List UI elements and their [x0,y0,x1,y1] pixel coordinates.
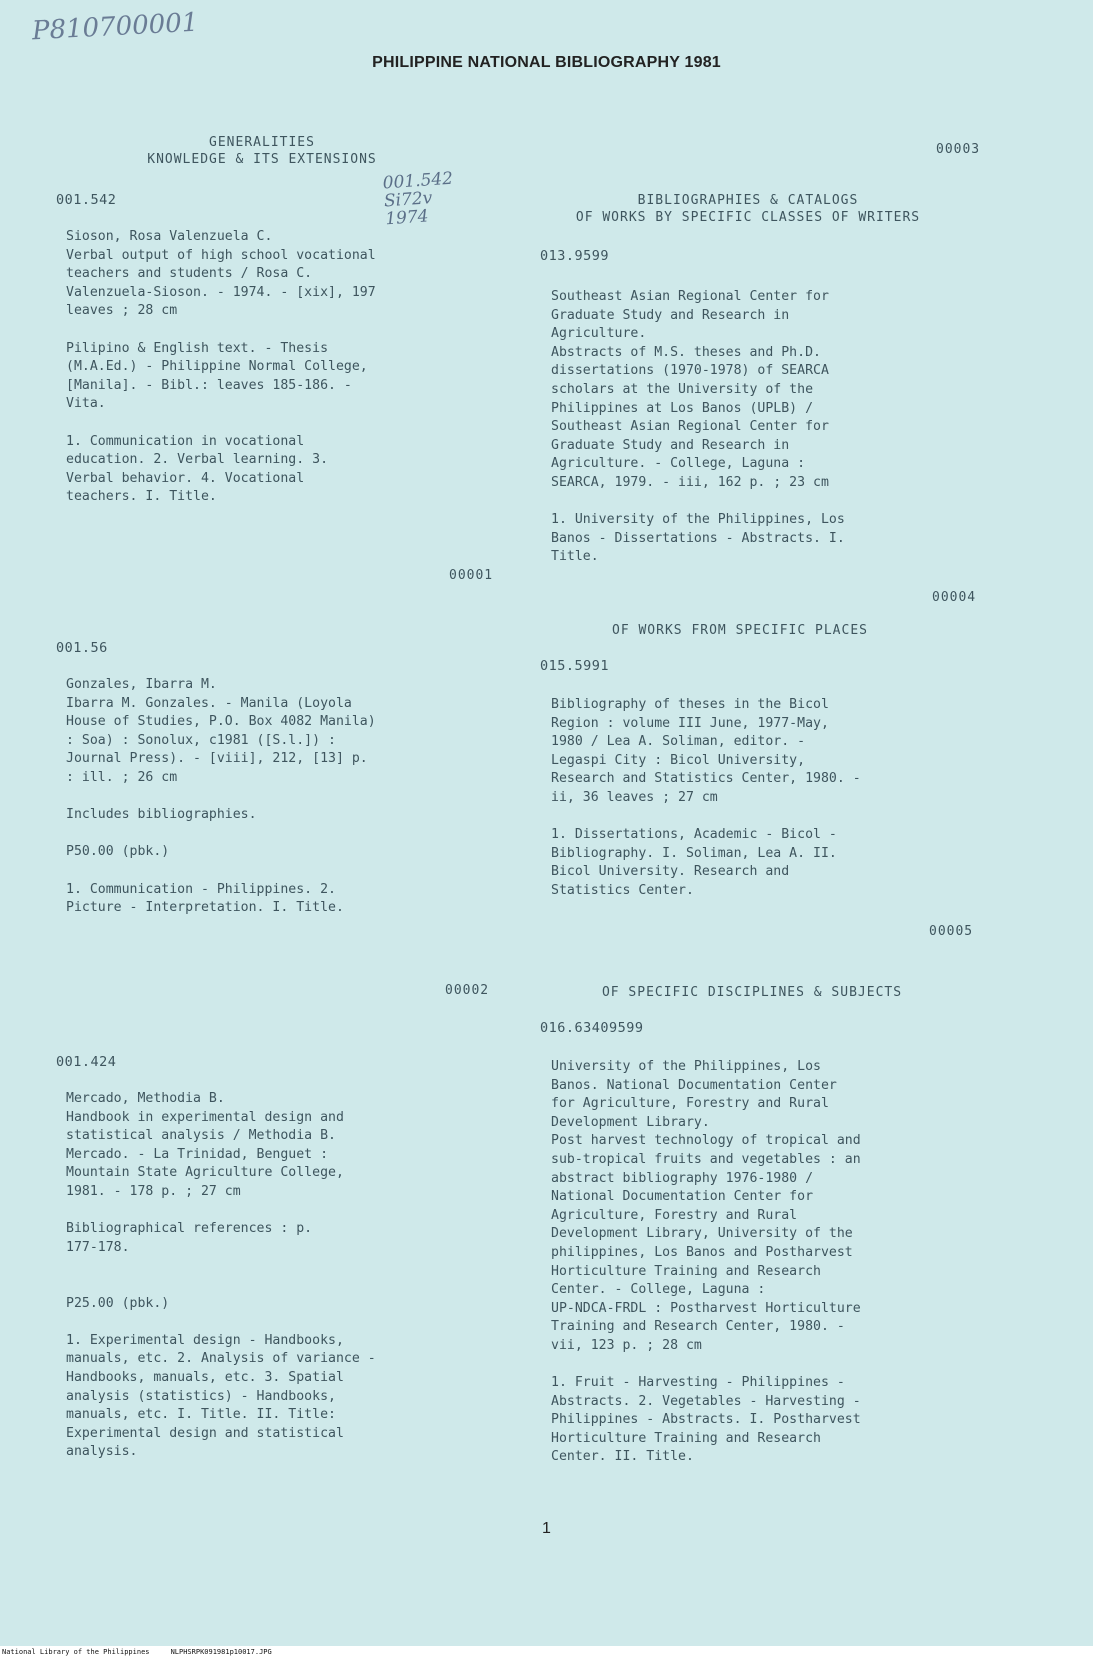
catalog-entry-body: Sioson, Rosa Valenzuela C. Verbal output of high school vocational teachers and students / Rosa C. Valenzuela-Sioson. - 1974. - [xix], 197 leaves ; 28 cm Pilipino & English text. - Thesis (M.A.Ed.) - Philippine Normal College, [Manila]. - Bibl.: leaves 185-186. - Vita. 1. Communication in vocational education. 2. Verbal learning. 3. Verbal behavior. 4. Vocational teachers. I. Title. [66,229,376,505]
catalog-entry-body: Bibliography of theses in the Bicol Region : volume III June, 1977-May, 1980 / Lea A. Soliman, editor. - Legaspi City : Bicol University, Research and Statistics Center, 1980. - ii, 36 leaves ; 27 cm 1. Dissertations, Academic - Bicol - Bibliography. I. Soliman, Lea A. II. Bicol University. Research and Statistics Center. [551,697,861,898]
section-heading: GENERALITIES KNOWLEDGE & ITS EXTENSIONS [147,135,377,167]
entry-number: 00004 [932,590,977,605]
class-number: 001.424 [56,1054,117,1070]
handwritten-call-number: 001.542 Si72v 1974 [382,168,454,230]
entry-number: 00003 [936,142,981,157]
section-heading: OF SPECIFIC DISCIPLINES & SUBJECTS [601,985,903,1000]
page-title: PHILIPPINE NATIONAL BIBLIOGRAPHY 1981 [372,54,721,71]
catalog-entry-body: Gonzales, Ibarra M. Ibarra M. Gonzales. - Manila (Loyola House of Studies, P.O. Box 4082 Manila) : Soa) : Sonolux, c1981 ([S.l.]) : Journal Press). - [viii], 212, [13] p. : ill. ; 26 cm Includes bibliographies. P50.00 (pbk.) 1. Communication - Philippines. 2. Picture - Interpretation. I. Title. [66,677,376,916]
class-number: 015.5991 [540,658,610,674]
section-heading: OF WORKS FROM SPECIFIC PLACES [612,623,868,638]
entry-number: 00001 [449,568,494,583]
entry-number: 00002 [445,983,490,998]
catalog-entry-body: Mercado, Methodia B. Handbook in experimental design and statistical analysis / Methodia B. Mercado. - La Trinidad, Benguet : Mountain State Agriculture College, 1981. - 178 p. ; 27 cm Bibliographical references : p. 177-178. P25.00 (pbk.) 1. Experimental design - Handbooks, manuals, etc. 2. Analysis of variance - Handbooks, manuals, etc. 3. Spatial analysis (statistics) - Handbooks, manuals, etc. I. Title. II. Title: Experimental design and statistical analysis. [66,1091,376,1460]
handwritten-accession-note: P810700001 [31,7,200,47]
class-number: 016.63409599 [540,1020,644,1036]
class-number: 001.542 [56,192,117,208]
entry-number: 00005 [929,924,974,939]
section-heading: BIBLIOGRAPHIES & CATALOGS OF WORKS BY SPECIFIC CLASSES OF WRITERS [575,193,921,225]
scan-footer: National Library of the Philippines NLPHSRPK091981p10017.JPG [0,1646,1093,1658]
class-number: 001.56 [56,640,108,656]
catalog-entry-body: University of the Philippines, Los Banos. National Documentation Center for Agriculture, Forestry and Rural Development Library. Post harvest technology of tropical and sub-tropical fruits and vegetables : an abstract bibliography 1976-1980 / National Documentation Center for Agriculture, Forestry and Rural Development Library, University of the philippines, Los Banos and Postharvest Horticulture Training and Research Center. - College, Laguna : UP-NDCA-FRDL : Postharvest Horticulture Training and Research Center, 1980. - vii, 123 p. ; 28 cm 1. Fruit - Harvesting - Philippines - Abstracts. 2. Vegetables - Harvesting - Philippines - Abstracts. I. Postharvest Horticulture Training and Research Center. II. Title. [551,1059,861,1465]
class-number: 013.9599 [540,248,610,264]
catalog-entry-body: Southeast Asian Regional Center for Graduate Study and Research in Agriculture. Abstracts of M.S. theses and Ph.D. dissertations (1970-1978) of SEARCA scholars at the University of the Philippines at Los Banos (UPLB) / Southeast Asian Regional Center for Graduate Study and Research in Agriculture. - College, Laguna : SEARCA, 1979. - iii, 162 p. ; 23 cm 1. University of the Philippines, Los Banos - Dissertations - Abstracts. I. Title. [551,289,845,565]
page-number: 1 [542,1520,551,1537]
